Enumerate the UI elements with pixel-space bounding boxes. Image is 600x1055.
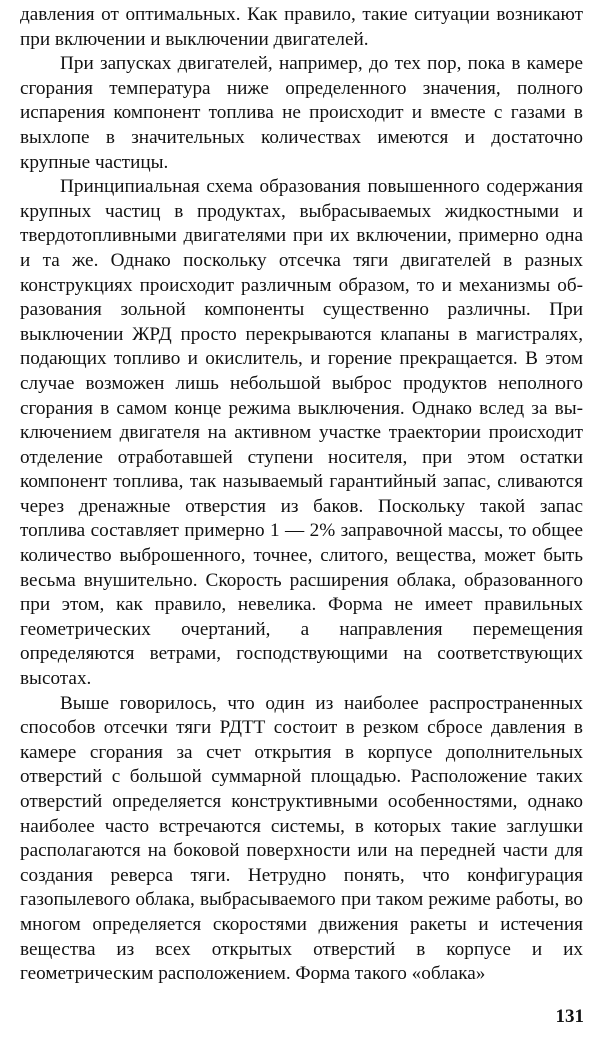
- paragraph-solid-rocket-cutoff: Выше говорилось, что один из наиболее распространенных способов отсечки тяги РДТТ состоит в резком сбросе давления в камере сгорания за счет открытия в корпусе дополнительных отверстий с большой суммарной площадью. Расположение таких отверстий определяется конструктивными особенностями, однако наиболее часто встречаются системы, в которых такие заглушки располагаются на боковой поверхности или на передней части для создания реверса тяги. Нетрудно понять, что конфигурация газопылевого облака, выбрасываемого при таком режиме работы, во многом определяется скоростями движения ракеты и истечения вещества из всех открытых отверстий в корпусе и их геометрическим расположением. Форма такого «облака»: [20, 692, 583, 985]
- paragraph-cutoff-mechanisms: Принципиальная схема образования повышенного содержания крупных частиц в продуктах, выбрасываемых жидкостными и твердотопливными двигателями при их включении, примерно одна и та же. Однако поскольку отсечка тяги двигателей в разных конструкциях происходит различным образом, то и механизмы образования зольной компоненты существенно различны. При выключении ЖРД просто перекрываются клапаны в магистралях, подающих топливо и окислитель, и горение прекращается. В этом случае возможен лишь небольшой выброс продуктов неполного сгорания в самом конце режима выключения. Однако вслед за выключением двигателя на активном участке траектории происходит отделение отработавшей ступени носителя, при этом остатки компонент топлива, так называемый гарантийный запас, сливаются через дренажные отверстия из баков. Поскольку такой запас топлива составляет примерно 1 — 2% заправочной массы, то общее количество выброшенного, точнее, слитого, вещества, может быть весьма внушительно. Скорость расширения облака, образованного при этом, как правило, невелика. Форма не имеет правильных геометрических очертаний, а направления перемещения определяются ветрами, господствующими на соответствующих высотах.: [20, 176, 583, 690]
- paragraph-engine-start: При запусках двигателей, например, до тех пор, пока в камере сгорания температура ниже определенного значения, полного испарения компонент топлива не происходит и вместе с газами в выхлопе в значительных количествах имеются и достаточно крупные частицы.: [20, 53, 583, 173]
- page-number: 131: [555, 1006, 584, 1027]
- paragraph-continuation: давления от оптимальных. Как правило, такие ситуации возникают при включении и выключении двигателей.: [20, 4, 583, 50]
- page-text-body: [20, 3, 583, 987]
